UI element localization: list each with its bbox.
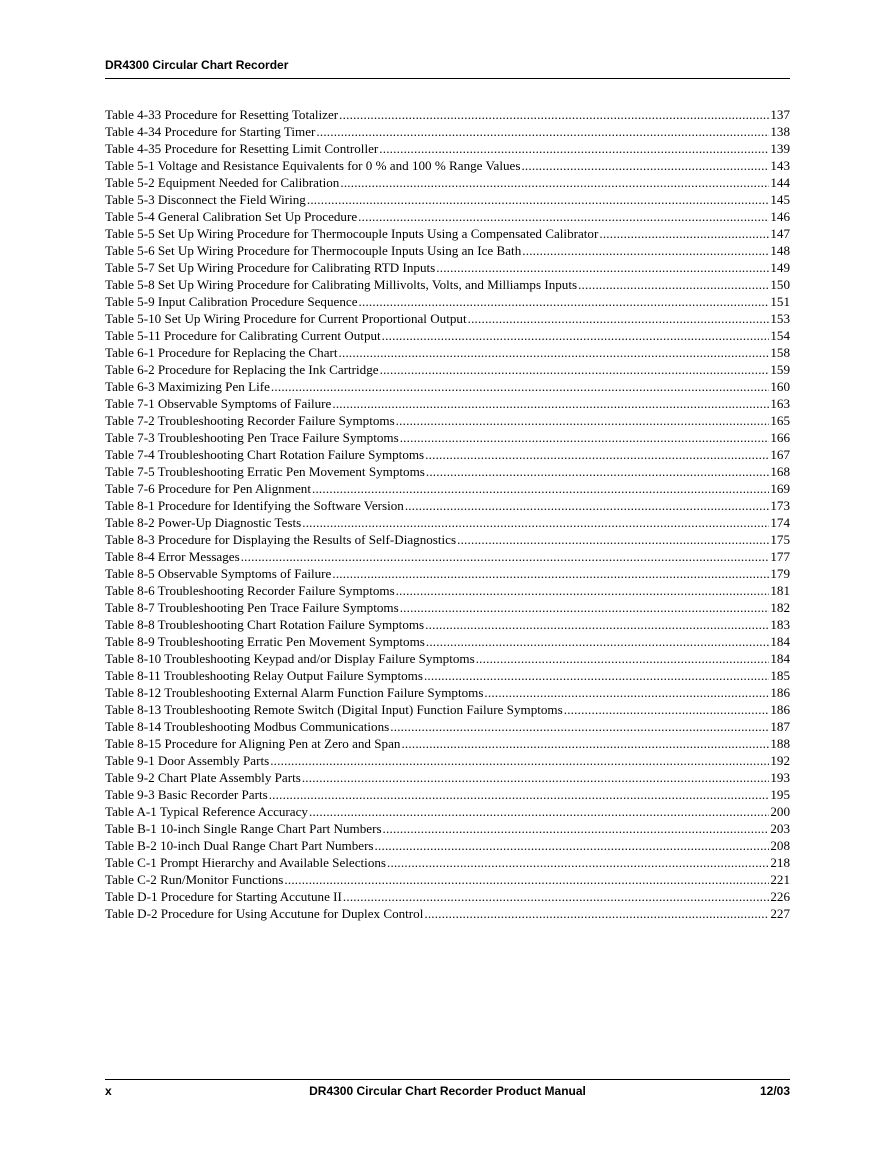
- toc-entry[interactable]: [105, 735, 790, 752]
- toc-entry-page: 165: [770, 413, 790, 428]
- toc-entry[interactable]: [105, 701, 790, 718]
- header-rule: [105, 78, 790, 79]
- toc-entry-page: 146: [770, 209, 790, 224]
- toc-entry-label: Table 4-34 Procedure for Starting Timer: [105, 124, 316, 139]
- toc-entry[interactable]: [105, 599, 790, 616]
- dot-leader: [436, 259, 769, 276]
- dot-leader: [468, 310, 770, 327]
- toc-entry-page: 181: [770, 583, 790, 598]
- toc-entry[interactable]: [105, 259, 790, 276]
- dot-leader: [382, 327, 770, 344]
- toc-entry-page: 151: [770, 294, 790, 309]
- toc-entry-page: 218: [770, 855, 790, 870]
- dot-leader: [521, 157, 769, 174]
- dot-leader: [400, 599, 770, 616]
- list-of-tables: [105, 106, 790, 922]
- dot-leader: [522, 242, 769, 259]
- toc-entry[interactable]: [105, 174, 790, 191]
- toc-entry-label: Table 7-3 Troubleshooting Pen Trace Failure Symptoms: [105, 430, 399, 445]
- toc-entry[interactable]: [105, 446, 790, 463]
- dot-leader: [339, 106, 769, 123]
- dot-leader: [343, 888, 769, 905]
- toc-entry-page: 226: [770, 889, 790, 904]
- toc-entry-label: Table 5-1 Voltage and Resistance Equivalents for 0 % and 100 % Range Values: [105, 158, 521, 173]
- dot-leader: [424, 905, 769, 922]
- dot-leader: [312, 480, 769, 497]
- toc-entry[interactable]: [105, 582, 790, 599]
- toc-entry[interactable]: [105, 769, 790, 786]
- footer-page-number: x: [105, 1084, 112, 1098]
- dot-leader: [332, 565, 769, 582]
- dot-leader: [484, 684, 769, 701]
- dot-leader: [578, 276, 769, 293]
- footer-manual-title: DR4300 Circular Chart Recorder Product Manual: [309, 1084, 586, 1098]
- footer-rule: [105, 1079, 790, 1080]
- dot-leader: [424, 667, 769, 684]
- dot-leader: [405, 497, 770, 514]
- dot-leader: [387, 854, 769, 871]
- toc-entry-label: Table 7-2 Troubleshooting Recorder Failure Symptoms: [105, 413, 395, 428]
- toc-entry-label: Table 8-4 Error Messages: [105, 549, 240, 564]
- dot-leader: [332, 395, 769, 412]
- dot-leader: [270, 752, 769, 769]
- toc-entry[interactable]: [105, 429, 790, 446]
- toc-entry[interactable]: [105, 344, 790, 361]
- dot-leader: [359, 293, 770, 310]
- toc-entry-label: Table D-1 Procedure for Starting Accutune II: [105, 889, 342, 904]
- toc-entry[interactable]: [105, 616, 790, 633]
- dot-leader: [380, 361, 770, 378]
- toc-entry[interactable]: [105, 667, 790, 684]
- dot-leader: [307, 191, 770, 208]
- toc-entry[interactable]: [105, 684, 790, 701]
- toc-entry[interactable]: [105, 378, 790, 395]
- dot-leader: [339, 344, 770, 361]
- toc-entry-page: 167: [770, 447, 790, 462]
- toc-entry[interactable]: [105, 310, 790, 327]
- dot-leader: [401, 735, 769, 752]
- toc-entry-label: Table C-2 Run/Monitor Functions: [105, 872, 284, 887]
- toc-entry[interactable]: [105, 106, 790, 123]
- dot-leader: [358, 208, 769, 225]
- toc-entry-page: 192: [770, 753, 790, 768]
- toc-entry-page: 187: [770, 719, 790, 734]
- toc-entry-label: Table 7-4 Troubleshooting Chart Rotation Failure Symptoms: [105, 447, 425, 462]
- toc-entry[interactable]: [105, 633, 790, 650]
- toc-entry-label: Table 8-3 Procedure for Displaying the Results of Self-Diagnostics: [105, 532, 457, 547]
- dot-leader: [564, 701, 770, 718]
- toc-entry-page: 203: [770, 821, 790, 836]
- toc-entry-page: 182: [770, 600, 790, 615]
- footer-date: 12/03: [759, 1084, 790, 1098]
- toc-entry-label: Table 8-6 Troubleshooting Recorder Failure Symptoms: [105, 583, 395, 598]
- toc-entry[interactable]: [105, 820, 790, 837]
- toc-entry[interactable]: [105, 650, 790, 667]
- toc-entry-page: 168: [770, 464, 790, 479]
- toc-entry-label: Table 9-1 Door Assembly Parts: [105, 753, 270, 768]
- toc-entry[interactable]: [105, 786, 790, 803]
- dot-leader: [426, 463, 770, 480]
- toc-entry-page: 183: [770, 617, 790, 632]
- toc-entry[interactable]: [105, 157, 790, 174]
- toc-entry-label: Table 4-35 Procedure for Resetting Limit Controller: [105, 141, 379, 156]
- running-footer: [105, 1083, 790, 1099]
- toc-entry-label: Table 6-3 Maximizing Pen Life: [105, 379, 270, 394]
- toc-entry-page: 173: [770, 498, 790, 513]
- dot-leader: [375, 837, 770, 854]
- toc-entry[interactable]: [105, 276, 790, 293]
- toc-entry-page: 148: [770, 243, 790, 258]
- toc-entry-page: 184: [770, 651, 790, 666]
- toc-entry-page: 149: [770, 260, 790, 275]
- toc-entry-label: Table 5-6 Set Up Wiring Procedure for Thermocouple Inputs Using an Ice Bath: [105, 243, 522, 258]
- toc-entry-page: 139: [770, 141, 790, 156]
- toc-entry-label: Table 8-2 Power-Up Diagnostic Tests: [105, 515, 302, 530]
- toc-entry-label: Table 5-8 Set Up Wiring Procedure for Calibrating Millivolts, Volts, and Milliamps Inputs: [105, 277, 578, 292]
- dot-leader: [271, 378, 769, 395]
- toc-entry[interactable]: [105, 837, 790, 854]
- dot-leader: [599, 225, 769, 242]
- toc-entry-page: 145: [770, 192, 790, 207]
- toc-entry-label: Table 9-3 Basic Recorder Parts: [105, 787, 268, 802]
- toc-entry-label: Table 9-2 Chart Plate Assembly Parts: [105, 770, 301, 785]
- toc-entry-page: 150: [770, 277, 790, 292]
- toc-entry-label: Table 5-3 Disconnect the Field Wiring: [105, 192, 306, 207]
- toc-entry-page: 186: [770, 702, 790, 717]
- dot-leader: [390, 718, 769, 735]
- dot-leader: [379, 140, 769, 157]
- toc-entry[interactable]: [105, 871, 790, 888]
- toc-entry-page: 193: [770, 770, 790, 785]
- toc-entry-page: 144: [770, 175, 790, 190]
- dot-leader: [400, 429, 770, 446]
- toc-entry-page: 177: [770, 549, 790, 564]
- toc-entry[interactable]: [105, 514, 790, 531]
- toc-entry-page: 137: [770, 107, 790, 122]
- toc-entry-label: Table 7-1 Observable Symptoms of Failure: [105, 396, 332, 411]
- toc-entry-label: Table 6-2 Procedure for Replacing the Ink Cartridge: [105, 362, 379, 377]
- dot-leader: [269, 786, 770, 803]
- toc-entry-label: Table 5-5 Set Up Wiring Procedure for Thermocouple Inputs Using a Compensated Calibrator: [105, 226, 599, 241]
- toc-entry-label: Table 8-12 Troubleshooting External Alarm Function Failure Symptoms: [105, 685, 484, 700]
- toc-entry-label: Table 8-1 Procedure for Identifying the Software Version: [105, 498, 404, 513]
- dot-leader: [396, 412, 770, 429]
- toc-entry[interactable]: [105, 191, 790, 208]
- toc-entry-page: 169: [770, 481, 790, 496]
- dot-leader: [284, 871, 769, 888]
- toc-entry-page: 147: [770, 226, 790, 241]
- toc-entry[interactable]: [105, 140, 790, 157]
- toc-entry-page: 200: [770, 804, 790, 819]
- toc-entry[interactable]: [105, 531, 790, 548]
- toc-entry[interactable]: [105, 718, 790, 735]
- toc-entry[interactable]: [105, 854, 790, 871]
- toc-entry-label: Table 5-9 Input Calibration Procedure Sequence: [105, 294, 358, 309]
- dot-leader: [383, 820, 770, 837]
- dot-leader: [396, 582, 770, 599]
- toc-entry-label: Table 5-11 Procedure for Calibrating Current Output: [105, 328, 381, 343]
- toc-entry-label: Table 8-7 Troubleshooting Pen Trace Failure Symptoms: [105, 600, 399, 615]
- toc-entry-label: Table 6-1 Procedure for Replacing the Chart: [105, 345, 338, 360]
- dot-leader: [309, 803, 769, 820]
- toc-entry[interactable]: [105, 888, 790, 905]
- running-header: DR4300 Circular Chart Recorder: [105, 58, 289, 72]
- toc-entry[interactable]: [105, 905, 790, 922]
- toc-entry-label: Table 8-8 Troubleshooting Chart Rotation Failure Symptoms: [105, 617, 425, 632]
- toc-entry-page: 227: [770, 906, 790, 921]
- toc-entry[interactable]: [105, 752, 790, 769]
- toc-entry-label: Table D-2 Procedure for Using Accutune for Duplex Control: [105, 906, 424, 921]
- toc-entry[interactable]: [105, 395, 790, 412]
- toc-entry-label: Table B-1 10-inch Single Range Chart Part Numbers: [105, 821, 382, 836]
- toc-entry[interactable]: [105, 225, 790, 242]
- toc-entry-label: Table 5-10 Set Up Wiring Procedure for Current Proportional Output: [105, 311, 467, 326]
- toc-entry[interactable]: [105, 548, 790, 565]
- toc-entry-label: Table 5-4 General Calibration Set Up Procedure: [105, 209, 358, 224]
- toc-entry-page: 163: [770, 396, 790, 411]
- toc-entry-label: Table 7-5 Troubleshooting Erratic Pen Movement Symptoms: [105, 464, 425, 479]
- dot-leader: [476, 650, 770, 667]
- toc-entry[interactable]: [105, 497, 790, 514]
- toc-entry-page: 185: [770, 668, 790, 683]
- toc-entry[interactable]: [105, 242, 790, 259]
- dot-leader: [425, 616, 769, 633]
- toc-entry-page: 159: [770, 362, 790, 377]
- toc-entry[interactable]: [105, 565, 790, 582]
- toc-entry-page: 143: [770, 158, 790, 173]
- toc-entry[interactable]: [105, 327, 790, 344]
- toc-entry[interactable]: [105, 463, 790, 480]
- toc-entry-page: 186: [770, 685, 790, 700]
- toc-entry-page: 174: [770, 515, 790, 530]
- toc-entry-page: 184: [770, 634, 790, 649]
- toc-entry-label: Table 8-5 Observable Symptoms of Failure: [105, 566, 332, 581]
- toc-entry-page: 221: [770, 872, 790, 887]
- toc-entry-page: 188: [770, 736, 790, 751]
- toc-entry-page: 208: [770, 838, 790, 853]
- dot-leader: [302, 514, 769, 531]
- toc-entry-label: Table 8-10 Troubleshooting Keypad and/or Display Failure Symptoms: [105, 651, 475, 666]
- dot-leader: [457, 531, 769, 548]
- toc-entry[interactable]: [105, 293, 790, 310]
- dot-leader: [425, 446, 769, 463]
- toc-entry-page: 158: [770, 345, 790, 360]
- toc-entry-page: 195: [770, 787, 790, 802]
- dot-leader: [316, 123, 769, 140]
- toc-entry-page: 175: [770, 532, 790, 547]
- toc-entry-label: Table 8-15 Procedure for Aligning Pen at Zero and Span: [105, 736, 401, 751]
- toc-entry-page: 166: [770, 430, 790, 445]
- toc-entry-label: Table 4-33 Procedure for Resetting Totalizer: [105, 107, 339, 122]
- dot-leader: [426, 633, 770, 650]
- toc-entry-label: Table 8-11 Troubleshooting Relay Output Failure Symptoms: [105, 668, 423, 683]
- toc-entry-page: 179: [770, 566, 790, 581]
- toc-entry[interactable]: [105, 123, 790, 140]
- toc-entry-label: Table 5-2 Equipment Needed for Calibration: [105, 175, 340, 190]
- toc-entry[interactable]: [105, 208, 790, 225]
- toc-entry[interactable]: [105, 412, 790, 429]
- dot-leader: [302, 769, 770, 786]
- toc-entry[interactable]: [105, 361, 790, 378]
- toc-entry-label: Table 8-9 Troubleshooting Erratic Pen Movement Symptoms: [105, 634, 425, 649]
- dot-leader: [241, 548, 770, 565]
- toc-entry-label: Table B-2 10-inch Dual Range Chart Part Numbers: [105, 838, 374, 853]
- toc-entry-page: 153: [770, 311, 790, 326]
- toc-entry-label: Table C-1 Prompt Hierarchy and Available Selections: [105, 855, 387, 870]
- toc-entry[interactable]: [105, 480, 790, 497]
- toc-entry-page: 138: [770, 124, 790, 139]
- toc-entry-label: Table A-1 Typical Reference Accuracy: [105, 804, 308, 819]
- toc-entry-label: Table 8-14 Troubleshooting Modbus Communications: [105, 719, 390, 734]
- toc-entry[interactable]: [105, 803, 790, 820]
- toc-entry-label: Table 8-13 Troubleshooting Remote Switch (Digital Input) Function Failure Symptoms: [105, 702, 563, 717]
- toc-entry-label: Table 7-6 Procedure for Pen Alignment: [105, 481, 311, 496]
- toc-entry-page: 154: [770, 328, 790, 343]
- dot-leader: [340, 174, 769, 191]
- toc-entry-label: Table 5-7 Set Up Wiring Procedure for Calibrating RTD Inputs: [105, 260, 436, 275]
- toc-entry-page: 160: [770, 379, 790, 394]
